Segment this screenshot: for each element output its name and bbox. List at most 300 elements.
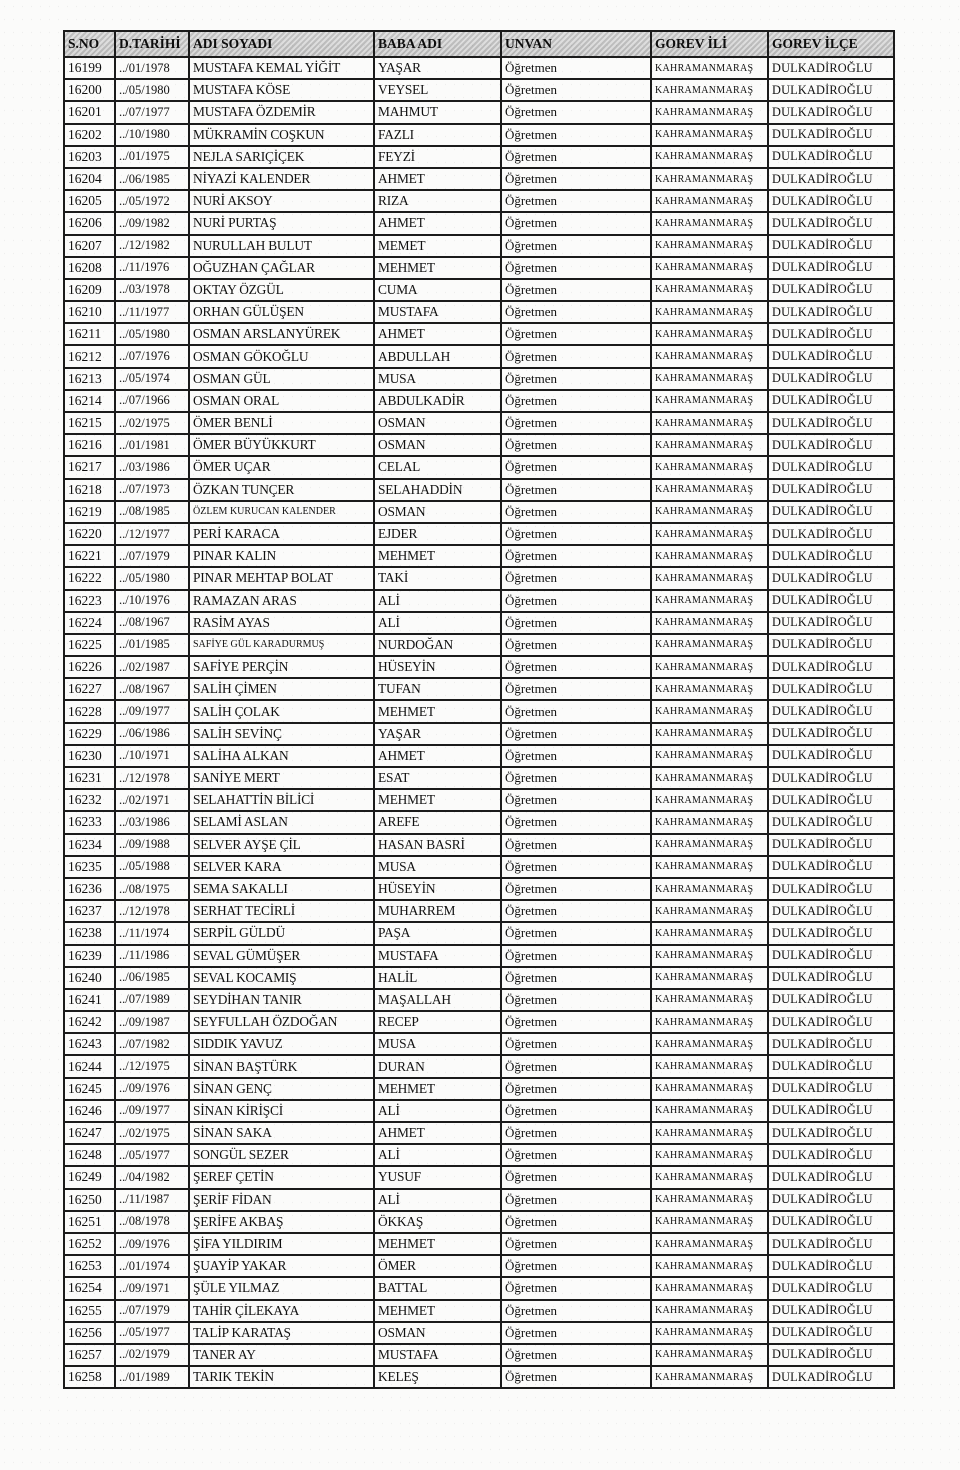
cell-sno: 16236 — [64, 878, 115, 900]
cell-fullname: MUSTAFA KEMAL YİĞİT — [189, 57, 374, 79]
header-title: UNVAN — [501, 31, 651, 57]
cell-district: DULKADİROĞLU — [768, 434, 894, 456]
header-province: GOREV İLİ — [651, 31, 768, 57]
table-row — [64, 124, 894, 146]
cell-birthdate: ../08/1978 — [115, 1211, 189, 1233]
cell-district: DULKADİROĞLU — [768, 811, 894, 833]
cell-fullname: NİYAZİ KALENDER — [189, 168, 374, 190]
cell-province: KAHRAMANMARAŞ — [651, 612, 768, 634]
cell-province: KAHRAMANMARAŞ — [651, 1078, 768, 1100]
cell-province: KAHRAMANMARAŞ — [651, 723, 768, 745]
cell-title: Öğretmen — [501, 767, 651, 789]
cell-fullname: RAMAZAN ARAS — [189, 590, 374, 612]
cell-district: DULKADİROĞLU — [768, 612, 894, 634]
cell-birthdate: ../07/1989 — [115, 989, 189, 1011]
cell-province: KAHRAMANMARAŞ — [651, 456, 768, 478]
table-row — [64, 479, 894, 501]
cell-province: KAHRAMANMARAŞ — [651, 678, 768, 700]
cell-sno: 16217 — [64, 456, 115, 478]
cell-title: Öğretmen — [501, 811, 651, 833]
table-row — [64, 301, 894, 323]
cell-district: DULKADİROĞLU — [768, 789, 894, 811]
cell-title: Öğretmen — [501, 545, 651, 567]
cell-fathername: MUSTAFA — [374, 301, 501, 323]
table-body — [64, 57, 894, 1388]
cell-sno: 16233 — [64, 811, 115, 833]
table-row — [64, 590, 894, 612]
table-row — [64, 257, 894, 279]
cell-district: DULKADİROĞLU — [768, 989, 894, 1011]
cell-fullname: ÖMER BENLİ — [189, 412, 374, 434]
cell-fullname: SEVAL KOCAMIŞ — [189, 967, 374, 989]
cell-title: Öğretmen — [501, 1144, 651, 1166]
cell-fullname: ŞERİF FİDAN — [189, 1189, 374, 1211]
cell-title: Öğretmen — [501, 745, 651, 767]
cell-province: KAHRAMANMARAŞ — [651, 1189, 768, 1211]
cell-province: KAHRAMANMARAŞ — [651, 1322, 768, 1344]
table-row — [64, 168, 894, 190]
cell-fathername: NURDOĞAN — [374, 634, 501, 656]
cell-title: Öğretmen — [501, 678, 651, 700]
cell-sno: 16237 — [64, 900, 115, 922]
cell-fullname: MÜKRAMİN COŞKUN — [189, 124, 374, 146]
table-row — [64, 900, 894, 922]
table-row — [64, 368, 894, 390]
cell-province: KAHRAMANMARAŞ — [651, 1300, 768, 1322]
table-row — [64, 212, 894, 234]
cell-birthdate: ../09/1987 — [115, 1011, 189, 1033]
cell-fullname: OSMAN ARSLANYÜREK — [189, 323, 374, 345]
cell-birthdate: ../07/1966 — [115, 390, 189, 412]
cell-fathername: MUSTAFA — [374, 945, 501, 967]
header-row — [64, 31, 894, 57]
table-row — [64, 1144, 894, 1166]
cell-fathername: AHMET — [374, 168, 501, 190]
cell-sno: 16239 — [64, 945, 115, 967]
table-row — [64, 789, 894, 811]
cell-title: Öğretmen — [501, 368, 651, 390]
cell-province: KAHRAMANMARAŞ — [651, 878, 768, 900]
cell-fullname: ÖZLEM KURUCAN KALENDER — [189, 501, 374, 523]
cell-province: KAHRAMANMARAŞ — [651, 501, 768, 523]
cell-fathername: MAHMUT — [374, 101, 501, 123]
cell-district: DULKADİROĞLU — [768, 1300, 894, 1322]
cell-province: KAHRAMANMARAŞ — [651, 1233, 768, 1255]
cell-title: Öğretmen — [501, 590, 651, 612]
cell-fullname: SONGÜL SEZER — [189, 1144, 374, 1166]
cell-district: DULKADİROĞLU — [768, 1033, 894, 1055]
cell-birthdate: ../05/1972 — [115, 190, 189, 212]
cell-fullname: SALİHA ALKAN — [189, 745, 374, 767]
table-row — [64, 1233, 894, 1255]
cell-sno: 16256 — [64, 1322, 115, 1344]
cell-birthdate: ../08/1967 — [115, 612, 189, 634]
cell-sno: 16213 — [64, 368, 115, 390]
cell-birthdate: ../07/1982 — [115, 1033, 189, 1055]
cell-province: KAHRAMANMARAŞ — [651, 856, 768, 878]
cell-fullname: SEVAL GÜMÜŞER — [189, 945, 374, 967]
cell-title: Öğretmen — [501, 323, 651, 345]
table-row — [64, 945, 894, 967]
cell-district: DULKADİROĞLU — [768, 456, 894, 478]
table-row — [64, 101, 894, 123]
cell-fathername: OSMAN — [374, 434, 501, 456]
cell-fathername: FEYZİ — [374, 146, 501, 168]
cell-province: KAHRAMANMARAŞ — [651, 789, 768, 811]
cell-sno: 16214 — [64, 390, 115, 412]
cell-sno: 16244 — [64, 1055, 115, 1077]
cell-title: Öğretmen — [501, 1011, 651, 1033]
cell-district: DULKADİROĞLU — [768, 678, 894, 700]
cell-birthdate: ../12/1975 — [115, 1055, 189, 1077]
cell-district: DULKADİROĞLU — [768, 567, 894, 589]
table-row — [64, 567, 894, 589]
cell-sno: 16200 — [64, 79, 115, 101]
cell-title: Öğretmen — [501, 212, 651, 234]
cell-title: Öğretmen — [501, 1211, 651, 1233]
cell-birthdate: ../02/1975 — [115, 412, 189, 434]
table-row — [64, 989, 894, 1011]
cell-fathername: ALİ — [374, 1189, 501, 1211]
cell-birthdate: ../07/1979 — [115, 1300, 189, 1322]
table-row — [64, 323, 894, 345]
cell-fathername: RECEP — [374, 1011, 501, 1033]
table-row — [64, 700, 894, 722]
cell-birthdate: ../01/1975 — [115, 146, 189, 168]
cell-fathername: ABDULLAH — [374, 345, 501, 367]
cell-title: Öğretmen — [501, 1344, 651, 1366]
cell-fathername: YAŞAR — [374, 723, 501, 745]
cell-title: Öğretmen — [501, 501, 651, 523]
header-fathername: BABA ADI — [374, 31, 501, 57]
cell-birthdate: ../11/1987 — [115, 1189, 189, 1211]
cell-sno: 16222 — [64, 567, 115, 589]
cell-province: KAHRAMANMARAŞ — [651, 567, 768, 589]
cell-district: DULKADİROĞLU — [768, 190, 894, 212]
header-fullname: ADI SOYADI — [189, 31, 374, 57]
cell-fathername: ÖKKAŞ — [374, 1211, 501, 1233]
cell-title: Öğretmen — [501, 1078, 651, 1100]
cell-province: KAHRAMANMARAŞ — [651, 1100, 768, 1122]
cell-title: Öğretmen — [501, 1189, 651, 1211]
cell-birthdate: ../05/1980 — [115, 323, 189, 345]
cell-fathername: TAKİ — [374, 567, 501, 589]
cell-sno: 16258 — [64, 1366, 115, 1388]
cell-title: Öğretmen — [501, 279, 651, 301]
cell-fullname: ŞÜLE YILMAZ — [189, 1277, 374, 1299]
cell-sno: 16202 — [64, 124, 115, 146]
cell-province: KAHRAMANMARAŞ — [651, 1122, 768, 1144]
cell-sno: 16201 — [64, 101, 115, 123]
cell-province: KAHRAMANMARAŞ — [651, 390, 768, 412]
cell-title: Öğretmen — [501, 301, 651, 323]
cell-fathername: CELAL — [374, 456, 501, 478]
cell-sno: 16253 — [64, 1255, 115, 1277]
cell-title: Öğretmen — [501, 79, 651, 101]
cell-birthdate: ../08/1967 — [115, 678, 189, 700]
cell-province: KAHRAMANMARAŞ — [651, 323, 768, 345]
cell-sno: 16235 — [64, 856, 115, 878]
table-row — [64, 501, 894, 523]
cell-fullname: SAFİYE GÜL KARADURMUŞ — [189, 634, 374, 656]
cell-province: KAHRAMANMARAŞ — [651, 212, 768, 234]
cell-province: KAHRAMANMARAŞ — [651, 523, 768, 545]
cell-title: Öğretmen — [501, 878, 651, 900]
cell-sno: 16245 — [64, 1078, 115, 1100]
cell-fullname: SAFİYE PERÇİN — [189, 656, 374, 678]
cell-birthdate: ../09/1988 — [115, 834, 189, 856]
cell-title: Öğretmen — [501, 190, 651, 212]
cell-title: Öğretmen — [501, 1366, 651, 1388]
cell-fullname: ÖMER UÇAR — [189, 456, 374, 478]
cell-province: KAHRAMANMARAŞ — [651, 190, 768, 212]
cell-birthdate: ../01/1974 — [115, 1255, 189, 1277]
cell-title: Öğretmen — [501, 967, 651, 989]
table-row — [64, 1300, 894, 1322]
cell-fullname: SANİYE MERT — [189, 767, 374, 789]
cell-fathername: ÖMER — [374, 1255, 501, 1277]
cell-fathername: ABDULKADİR — [374, 390, 501, 412]
cell-sno: 16248 — [64, 1144, 115, 1166]
cell-fullname: SİNAN SAKA — [189, 1122, 374, 1144]
cell-fathername: MUSA — [374, 1033, 501, 1055]
cell-sno: 16210 — [64, 301, 115, 323]
cell-sno: 16211 — [64, 323, 115, 345]
cell-district: DULKADİROĞLU — [768, 545, 894, 567]
cell-sno: 16249 — [64, 1166, 115, 1188]
cell-birthdate: ../05/1980 — [115, 567, 189, 589]
cell-sno: 16203 — [64, 146, 115, 168]
cell-title: Öğretmen — [501, 456, 651, 478]
cell-district: DULKADİROĞLU — [768, 1322, 894, 1344]
cell-title: Öğretmen — [501, 989, 651, 1011]
cell-title: Öğretmen — [501, 412, 651, 434]
cell-fathername: YUSUF — [374, 1166, 501, 1188]
cell-province: KAHRAMANMARAŞ — [651, 235, 768, 257]
cell-fathername: AHMET — [374, 212, 501, 234]
cell-fathername: OSMAN — [374, 1322, 501, 1344]
cell-birthdate: ../02/1987 — [115, 656, 189, 678]
cell-district: DULKADİROĞLU — [768, 412, 894, 434]
cell-fullname: OSMAN GÖKOĞLU — [189, 345, 374, 367]
cell-fullname: TAHİR ÇİLEKAYA — [189, 1300, 374, 1322]
cell-sno: 16220 — [64, 523, 115, 545]
cell-sno: 16228 — [64, 700, 115, 722]
cell-fathername: HÜSEYİN — [374, 878, 501, 900]
cell-title: Öğretmen — [501, 235, 651, 257]
cell-province: KAHRAMANMARAŞ — [651, 700, 768, 722]
cell-fathername: TUFAN — [374, 678, 501, 700]
table-header — [64, 31, 894, 57]
cell-title: Öğretmen — [501, 900, 651, 922]
cell-sno: 16206 — [64, 212, 115, 234]
cell-district: DULKADİROĞLU — [768, 345, 894, 367]
cell-fathername: MEHMET — [374, 1078, 501, 1100]
table-row — [64, 1255, 894, 1277]
cell-fathername: MEHMET — [374, 257, 501, 279]
cell-birthdate: ../11/1976 — [115, 257, 189, 279]
cell-sno: 16205 — [64, 190, 115, 212]
cell-district: DULKADİROĞLU — [768, 479, 894, 501]
cell-birthdate: ../11/1977 — [115, 301, 189, 323]
cell-fathername: OSMAN — [374, 412, 501, 434]
cell-district: DULKADİROĞLU — [768, 1366, 894, 1388]
cell-province: KAHRAMANMARAŞ — [651, 434, 768, 456]
cell-birthdate: ../09/1971 — [115, 1277, 189, 1299]
cell-fathername: MEHMET — [374, 789, 501, 811]
table-row — [64, 1166, 894, 1188]
cell-birthdate: ../11/1974 — [115, 922, 189, 944]
cell-fathername: CUMA — [374, 279, 501, 301]
cell-sno: 16240 — [64, 967, 115, 989]
header-sno: S.NO — [64, 31, 115, 57]
table-row — [64, 523, 894, 545]
cell-fullname: ŞUAYİP YAKAR — [189, 1255, 374, 1277]
cell-fathername: RIZA — [374, 190, 501, 212]
cell-sno: 16216 — [64, 434, 115, 456]
cell-fathername: PAŞA — [374, 922, 501, 944]
cell-fullname: ORHAN GÜLÜŞEN — [189, 301, 374, 323]
cell-district: DULKADİROĞLU — [768, 124, 894, 146]
cell-birthdate: ../09/1976 — [115, 1233, 189, 1255]
cell-province: KAHRAMANMARAŞ — [651, 1144, 768, 1166]
cell-sno: 16238 — [64, 922, 115, 944]
cell-province: KAHRAMANMARAŞ — [651, 257, 768, 279]
cell-fathername: MEHMET — [374, 1233, 501, 1255]
cell-fullname: RASİM AYAS — [189, 612, 374, 634]
cell-province: KAHRAMANMARAŞ — [651, 1366, 768, 1388]
cell-district: DULKADİROĞLU — [768, 1233, 894, 1255]
table-row — [64, 545, 894, 567]
table-row — [64, 834, 894, 856]
cell-fullname: TANER AY — [189, 1344, 374, 1366]
cell-fullname: SİNAN BAŞTÜRK — [189, 1055, 374, 1077]
cell-title: Öğretmen — [501, 700, 651, 722]
cell-title: Öğretmen — [501, 345, 651, 367]
cell-sno: 16229 — [64, 723, 115, 745]
table-row — [64, 434, 894, 456]
cell-fathername: AREFE — [374, 811, 501, 833]
cell-district: DULKADİROĞLU — [768, 1255, 894, 1277]
cell-province: KAHRAMANMARAŞ — [651, 101, 768, 123]
cell-birthdate: ../03/1986 — [115, 811, 189, 833]
table-row — [64, 767, 894, 789]
cell-district: DULKADİROĞLU — [768, 323, 894, 345]
cell-sno: 16254 — [64, 1277, 115, 1299]
cell-birthdate: ../08/1975 — [115, 878, 189, 900]
cell-district: DULKADİROĞLU — [768, 1277, 894, 1299]
table-row — [64, 279, 894, 301]
cell-sno: 16247 — [64, 1122, 115, 1144]
cell-fullname: ŞERİFE AKBAŞ — [189, 1211, 374, 1233]
cell-province: KAHRAMANMARAŞ — [651, 745, 768, 767]
cell-birthdate: ../01/1985 — [115, 634, 189, 656]
cell-birthdate: ../05/1988 — [115, 856, 189, 878]
cell-fullname: SERPİL GÜLDÜ — [189, 922, 374, 944]
cell-province: KAHRAMANMARAŞ — [651, 301, 768, 323]
cell-title: Öğretmen — [501, 612, 651, 634]
cell-sno: 16230 — [64, 745, 115, 767]
cell-district: DULKADİROĞLU — [768, 900, 894, 922]
cell-title: Öğretmen — [501, 1166, 651, 1188]
cell-sno: 16212 — [64, 345, 115, 367]
cell-birthdate: ../11/1986 — [115, 945, 189, 967]
cell-sno: 16232 — [64, 789, 115, 811]
cell-fullname: TARIK TEKİN — [189, 1366, 374, 1388]
cell-sno: 16223 — [64, 590, 115, 612]
cell-birthdate: ../06/1985 — [115, 168, 189, 190]
cell-fullname: SALİH ÇOLAK — [189, 700, 374, 722]
cell-district: DULKADİROĞLU — [768, 656, 894, 678]
cell-fullname: TALİP KARATAŞ — [189, 1322, 374, 1344]
cell-district: DULKADİROĞLU — [768, 1011, 894, 1033]
cell-province: KAHRAMANMARAŞ — [651, 900, 768, 922]
cell-district: DULKADİROĞLU — [768, 1166, 894, 1188]
cell-fathername: MUSTAFA — [374, 1344, 501, 1366]
table-row — [64, 235, 894, 257]
cell-province: KAHRAMANMARAŞ — [651, 811, 768, 833]
cell-fullname: SELAMİ ASLAN — [189, 811, 374, 833]
cell-fathername: OSMAN — [374, 501, 501, 523]
header-birthdate: D.TARİHİ — [115, 31, 189, 57]
cell-birthdate: ../10/1976 — [115, 590, 189, 612]
cell-district: DULKADİROĞLU — [768, 235, 894, 257]
cell-sno: 16208 — [64, 257, 115, 279]
cell-fullname: SİNAN GENÇ — [189, 1078, 374, 1100]
cell-sno: 16224 — [64, 612, 115, 634]
cell-province: KAHRAMANMARAŞ — [651, 345, 768, 367]
table-row — [64, 656, 894, 678]
cell-province: KAHRAMANMARAŞ — [651, 57, 768, 79]
cell-district: DULKADİROĞLU — [768, 168, 894, 190]
cell-province: KAHRAMANMARAŞ — [651, 479, 768, 501]
cell-district: DULKADİROĞLU — [768, 1144, 894, 1166]
table-row — [64, 146, 894, 168]
table-row — [64, 1344, 894, 1366]
cell-birthdate: ../01/1989 — [115, 1366, 189, 1388]
cell-fullname: SALİH ÇİMEN — [189, 678, 374, 700]
cell-province: KAHRAMANMARAŞ — [651, 1255, 768, 1277]
table-row — [64, 856, 894, 878]
cell-fathername: FAZLI — [374, 124, 501, 146]
table-row — [64, 745, 894, 767]
table-row — [64, 967, 894, 989]
cell-fathername: AHMET — [374, 1122, 501, 1144]
cell-fullname: NURİ PURTAŞ — [189, 212, 374, 234]
cell-fullname: PINAR MEHTAP BOLAT — [189, 567, 374, 589]
cell-fathername: ALİ — [374, 1144, 501, 1166]
table-row — [64, 79, 894, 101]
cell-district: DULKADİROĞLU — [768, 146, 894, 168]
cell-district: DULKADİROĞLU — [768, 1100, 894, 1122]
cell-fathername: ALİ — [374, 590, 501, 612]
cell-birthdate: ../01/1978 — [115, 57, 189, 79]
cell-title: Öğretmen — [501, 479, 651, 501]
cell-title: Öğretmen — [501, 634, 651, 656]
cell-title: Öğretmen — [501, 1100, 651, 1122]
cell-district: DULKADİROĞLU — [768, 1055, 894, 1077]
cell-district: DULKADİROĞLU — [768, 101, 894, 123]
cell-fullname: ÖMER BÜYÜKKURT — [189, 434, 374, 456]
cell-title: Öğretmen — [501, 57, 651, 79]
cell-fathername: MUHARREM — [374, 900, 501, 922]
cell-title: Öğretmen — [501, 656, 651, 678]
cell-fathername: HASAN BASRİ — [374, 834, 501, 856]
cell-province: KAHRAMANMARAŞ — [651, 634, 768, 656]
cell-fullname: SEYFULLAH ÖZDOĞAN — [189, 1011, 374, 1033]
cell-province: KAHRAMANMARAŞ — [651, 1166, 768, 1188]
cell-title: Öğretmen — [501, 1033, 651, 1055]
